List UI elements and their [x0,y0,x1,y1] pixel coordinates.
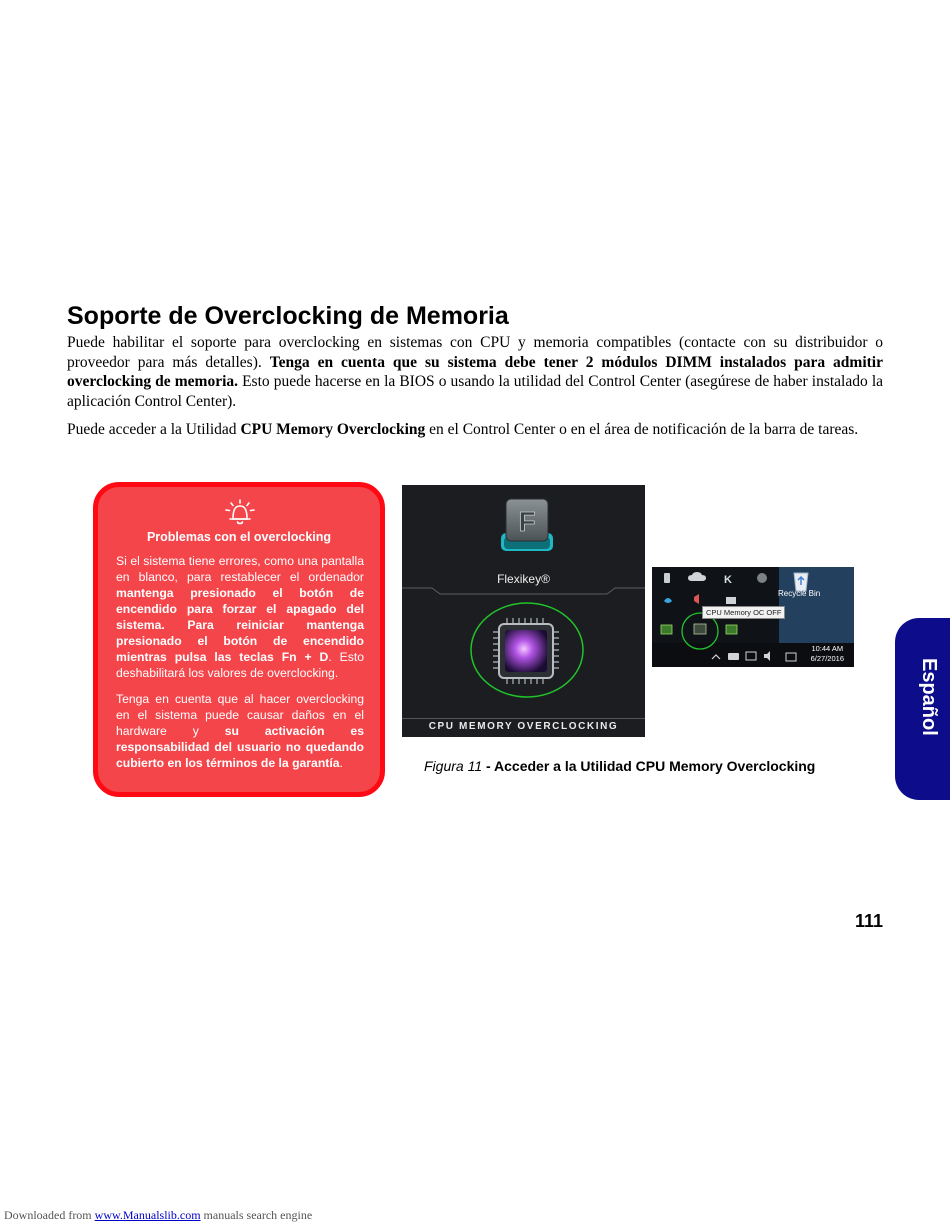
usb-icon[interactable] [664,573,670,583]
manualslib-link[interactable]: www.Manualslib.com [94,1208,201,1222]
cpu-chip-icon[interactable] [467,600,587,700]
flexikey-label: Flexikey® [497,572,550,586]
chevron-up-icon[interactable] [712,655,720,659]
intro-paragraph [67,333,883,411]
cpu-memory-overclocking-label: CPU MEMORY OVERCLOCKING [402,718,645,735]
intro-text-1: Puede habilitar el soporte para overclocking en sistemas con CPU y memoria compatibles (contacte con su distribuidor o proveedor para más detalles). [67,334,883,371]
intro-text-2: Esto puede hacerse en la BIOS o usando la utilidad del Control Center (asegúrese de haber instalado la aplicación Control Center). [67,373,883,410]
warning-paragraph-2 [116,691,364,771]
gpu-icon[interactable] [661,625,672,634]
page-number: 111 [854,911,883,931]
recycle-bin-label: Recycle Bin [778,589,821,598]
warning-paragraph-1 [116,553,364,681]
alarm-bell-icon [223,497,257,527]
warning-text: . [339,756,343,770]
warning-text: Tenga en cuenta que al hacer overclocking en el sistema puede causar daños en el hardware y [116,692,364,738]
intro-bold-note: Tenga en cuenta que su sistema debe tener 2 módulos DIMM instalados para admitir overclocking de memoria. [67,353,883,390]
clock-date: 6/27/2016 [810,654,844,663]
flexikey-letter: F [518,506,536,537]
warning-bold-text: mantenga presionado el botón de encendido para forzar el apagado del sistema. Para reiniciar mantenga presionado el botón de encendido mientras pulsa las teclas Fn + D [116,586,364,664]
access-paragraph [67,420,883,440]
cloud-icon[interactable] [688,572,706,581]
warning-text: Si el sistema tiene errores, como una pantalla en blanco, para restablecer el ordenador [116,554,364,584]
network-icon[interactable] [746,652,756,660]
flexikey-icon[interactable] [497,497,557,555]
cpu-memory-oc-tooltip: CPU Memory OC OFF [702,606,785,619]
figure-caption [424,758,815,774]
warning-text: . Esto deshabilitará los valores de overclocking. [116,650,364,680]
display-icon[interactable] [726,597,736,604]
access-utility-name: CPU Memory Overclocking [240,421,426,438]
warning-bold-text: su activación es responsabilidad del usuario no quedando cubierto en los términos de la garantía [116,724,364,770]
warning-title: Problemas con el overclocking [146,530,332,544]
nvidia-icon[interactable] [726,625,737,634]
user-icon[interactable] [757,573,767,583]
clock-time: 10:44 AM [811,644,844,653]
access-text-2: en el Control Center o en el área de notificación de la barra de tareas. [425,421,859,438]
language-tab-label: Español [918,658,940,736]
figure-label: Figura 11 [424,758,483,774]
control-center-screenshot [402,485,645,737]
bluetooth-icon[interactable] [664,598,672,603]
taskbar-screenshot [652,567,854,667]
battery-icon[interactable] [728,653,739,660]
download-footer [4,1208,312,1223]
footer-suffix: manuals search engine [200,1208,313,1222]
taskbar-clock[interactable] [811,644,844,664]
section-heading: Soporte de Overclocking de Memoria [67,302,509,330]
notification-center-icon[interactable] [786,653,796,661]
keyboard-k-icon[interactable]: K [724,574,732,586]
footer-prefix: Downloaded from [4,1208,95,1222]
figure-title: - Acceder a la Utilidad CPU Memory Overclocking [482,758,816,774]
audio-icon[interactable] [694,594,699,604]
volume-icon[interactable] [764,651,770,661]
access-text-1: Puede acceder a la Utilidad [67,421,241,438]
warning-box [93,482,385,797]
cpu-memory-oc-tray-icon[interactable] [694,624,706,634]
